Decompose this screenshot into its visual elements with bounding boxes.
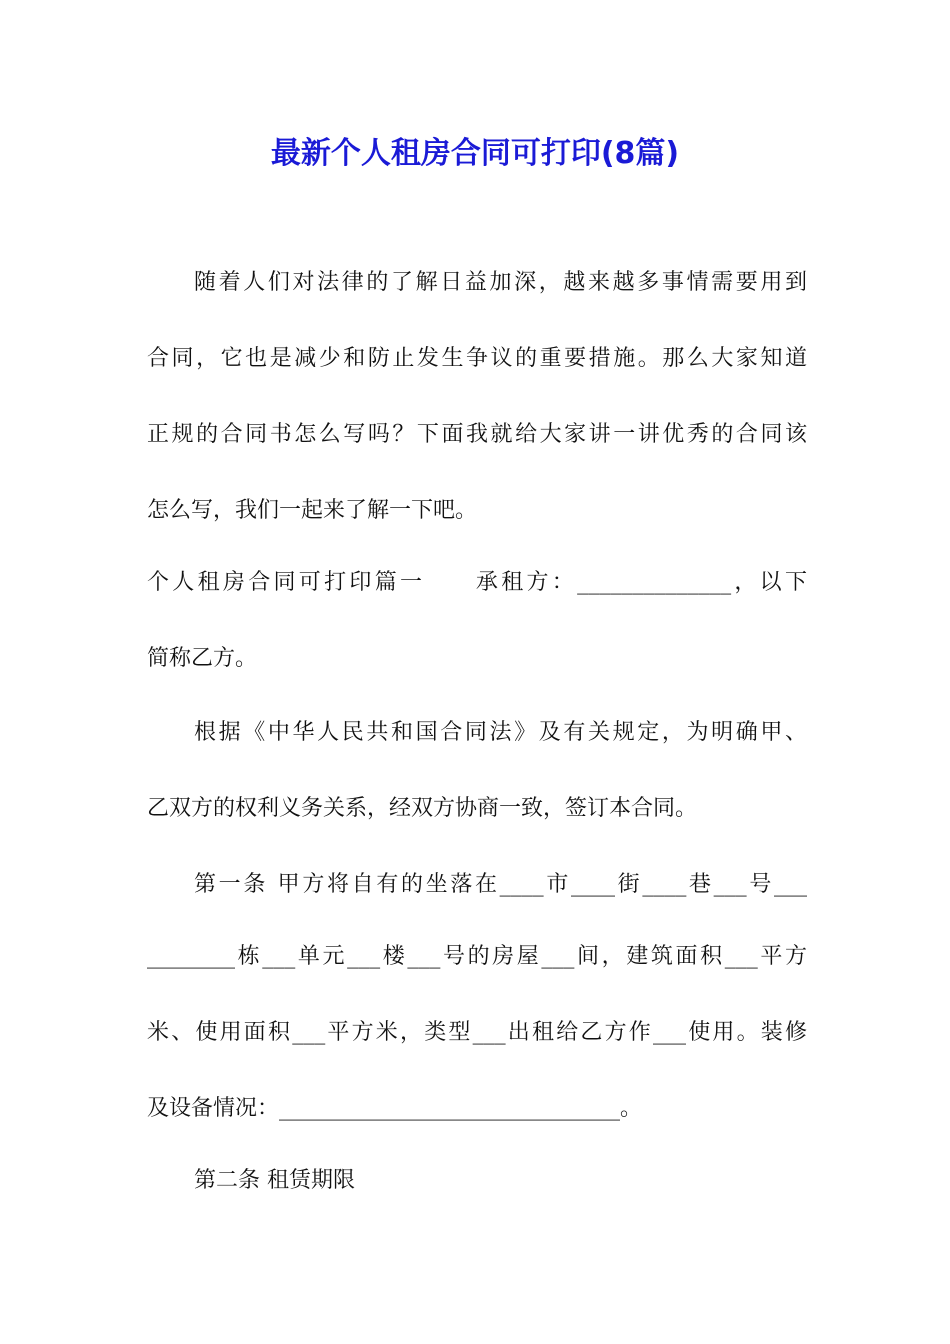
paragraph-line: 怎么写，我们一起来了解一下吧。 xyxy=(147,498,478,523)
paragraph-line: 随着人们对法律的了解日益加深，越来越多事情需要用到 xyxy=(194,270,807,295)
paragraph-line: 正规的合同书怎么写吗？下面我就给大家讲一讲优秀的合同该 xyxy=(147,422,807,447)
paragraph-line: ________栋___单元___楼___号的房屋___间，建筑面积___平方 xyxy=(147,944,807,969)
paragraph-line: 根据《中华人民共和国合同法》及有关规定，为明确甲、 xyxy=(194,720,807,745)
paragraph-line: 及设备情况：_______________________________。 xyxy=(147,1096,643,1121)
paragraph-line: 米、使用面积___平方米，类型___出租给乙方作___使用。装修 xyxy=(147,1020,807,1045)
paragraph-line: 个人租房合同可打印篇一 承租方：______________，以下 xyxy=(147,570,807,595)
paragraph-line: 合同，它也是减少和防止发生争议的重要措施。那么大家知道 xyxy=(147,346,807,371)
section-heading: 第二条 租赁期限 xyxy=(194,1168,355,1193)
paragraph-line: 乙双方的权利义务关系，经双方协商一致，签订本合同。 xyxy=(147,796,698,821)
paragraph-line: 简称乙方。 xyxy=(147,646,258,671)
document-title: 最新个人租房合同可打印(8篇) xyxy=(270,136,680,171)
paragraph-line: 第一条 甲方将自有的坐落在____市____街____巷___号___ xyxy=(194,872,807,897)
